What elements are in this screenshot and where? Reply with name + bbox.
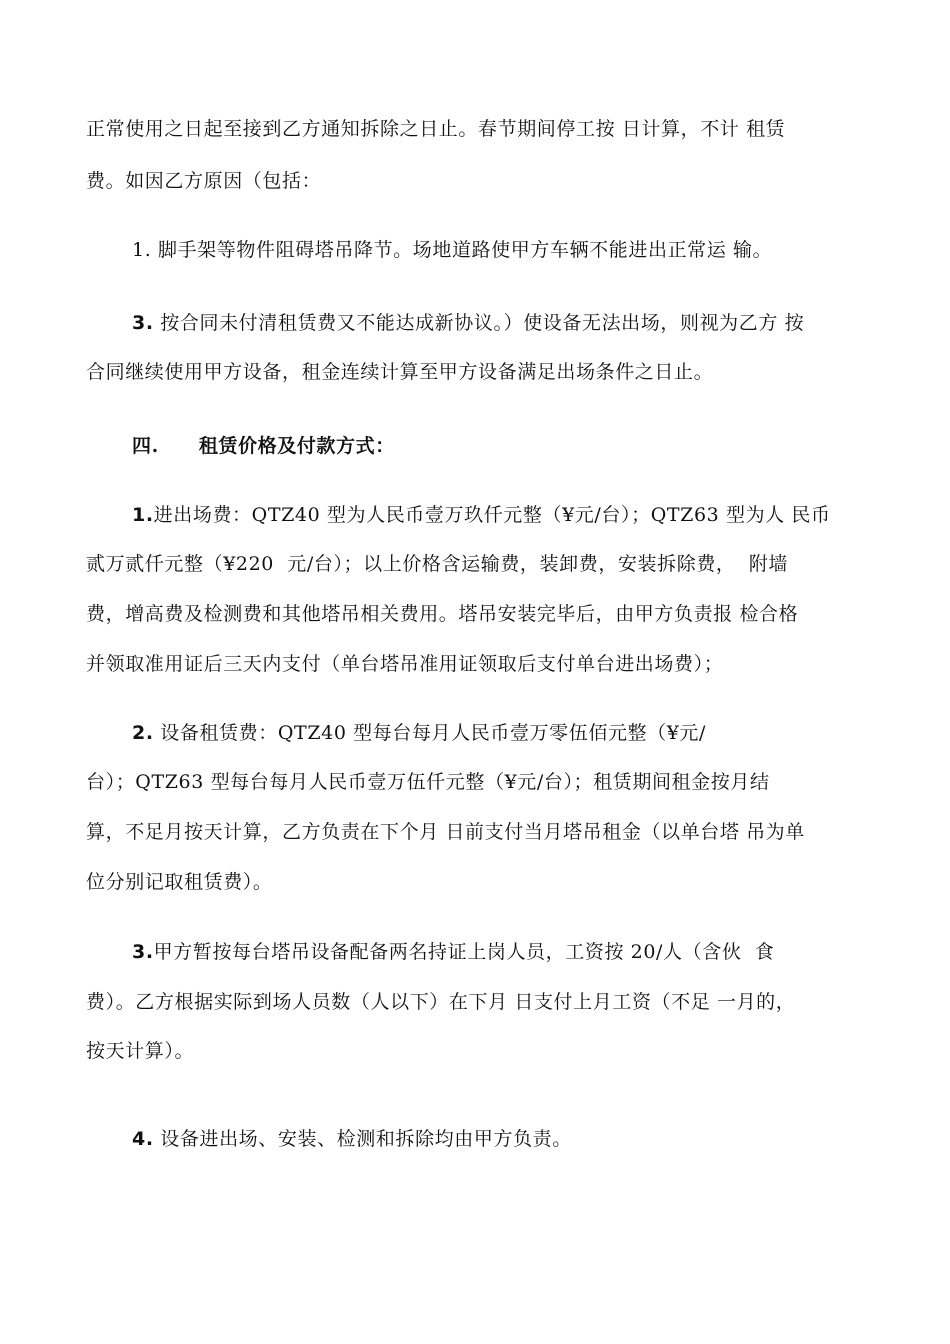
item-3-text: 按合同未付清租赁费又不能达成新协议。）使设备无法出场，则视为乙方 按 — [153, 312, 805, 334]
intro-paragraph-line-1: 正常使用之日起至接到乙方通知拆除之日止。春节期间停工按 日计算，不计 租赁 — [86, 118, 786, 140]
clause-2-line-1 — [132, 721, 706, 745]
clause-1-number: 1. — [132, 504, 154, 526]
item-3-number: 3. — [132, 312, 154, 334]
item-1-text: 脚手架等物件阻碍塔吊降节。场地道路使甲方车辆不能进出正常运 输。 — [151, 239, 773, 261]
item-1-number: 1. — [132, 239, 152, 261]
clause-3-number: 3. — [132, 941, 154, 963]
section-4-title: 租赁价格及付款方式： — [198, 435, 395, 457]
item-3-paragraph-line-2: 合同继续使用甲方设备，租金连续计算至甲方设备满足出场条件之日止。 — [86, 361, 714, 383]
clause-4-paragraph — [132, 1127, 572, 1151]
clause-4-number: 4. — [132, 1128, 154, 1150]
clause-1-text: 进出场费：QTZ40 型为人民币壹万玖仟元整（¥元/台）；QTZ63 型为人 民币 — [153, 504, 831, 526]
clause-2-line-4: 位分别记取租赁费）。 — [86, 871, 273, 893]
intro-paragraph-line-2: 费。如因乙方原因（包括： — [86, 170, 322, 192]
clause-2-line-3: 算，不足月按天计算，乙方负责在下个月 日前支付当月塔吊租金（以单台塔 吊为单 — [86, 821, 805, 843]
clause-1-line-2: 贰万贰仟元整（¥220 元/台）；以上价格含运输费，装卸费，安装拆除费， 附墙 — [86, 553, 789, 575]
item-3-paragraph-line-1 — [132, 311, 804, 335]
clause-3-line-3: 按天计算）。 — [86, 1040, 195, 1062]
clause-1-line-3: 费，增高费及检测费和其他塔吊相关费用。塔吊安装完毕后，由甲方负责报 检合格 — [86, 603, 799, 625]
section-4-heading — [132, 434, 395, 458]
clause-1-line-1 — [132, 503, 831, 527]
item-1-paragraph — [132, 238, 772, 262]
clause-3-text: 甲方暂按每台塔吊设备配备两名持证上岗人员，工资按 20/人（含伙 食 — [153, 941, 775, 963]
clause-2-number: 2. — [132, 722, 154, 744]
clause-3-line-2: 费）。乙方根据实际到场人员数（人以下）在下月 日支付上月工资（不足 一月的， — [86, 991, 796, 1013]
clause-4-text: 设备进出场、安装、检测和拆除均由甲方负责。 — [153, 1128, 572, 1150]
clause-2-text: 设备租赁费：QTZ40 型每台每月人民币壹万零伍佰元整（¥元/ — [153, 722, 707, 744]
clause-1-line-4: 并领取准用证后三天内支付（单台塔吊准用证领取后支付单台进出场费）； — [86, 653, 724, 675]
clause-2-line-2: 台）；QTZ63 型每台每月人民币壹万伍仟元整（¥元/台）；租赁期间租金按月结 — [86, 771, 770, 793]
clause-3-line-1 — [132, 940, 774, 964]
section-4-number: 四. — [132, 435, 159, 457]
